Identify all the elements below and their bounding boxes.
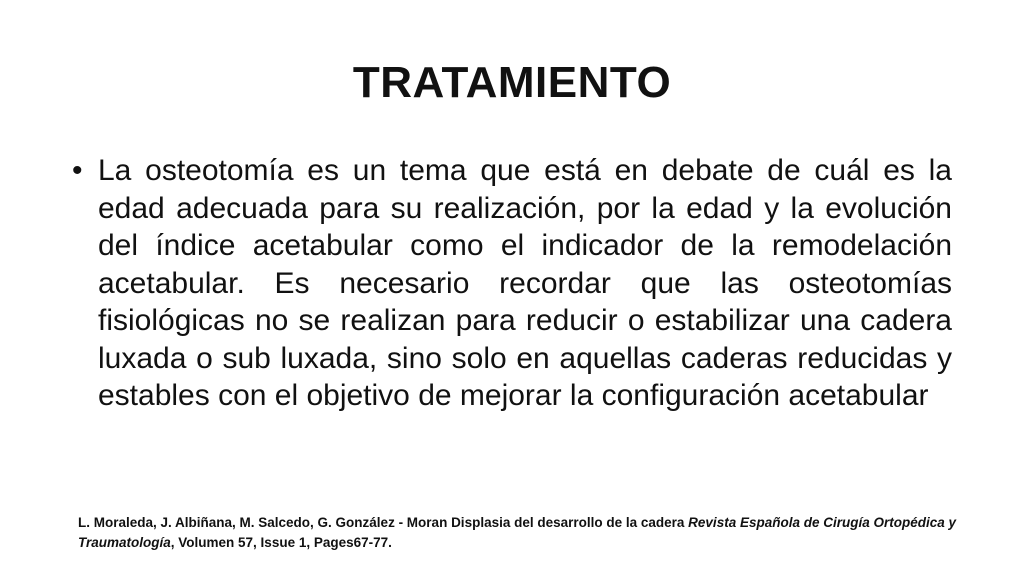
bullet-icon: • — [72, 154, 83, 187]
citation-end: . — [388, 535, 392, 550]
bullet-text: La osteotomía es un tema que está en debate de cuál es la edad adecuada para su realización, por la edad y la evolución del índice acetabular como el indicador de la remodelación acetabular. Es necesario recordar que las osteotomías fisiológicas no se realizan para reducir o estabilizar una cadera luxada o sub luxada, sino solo en aquellas caderas reducidas y estables con el objetivo de mejorar la configuración acetabular — [98, 154, 952, 412]
citation-details: , Volumen 57, Issue 1, Pages67-77 — [170, 535, 389, 550]
citation-authors-title: L. Moraleda, J. Albiñana, M. Salcedo, G. González - Moran Displasia del desarrollo de la cadera — [78, 515, 689, 530]
slide-title: TRATAMIENTO — [352, 58, 672, 107]
citation — [78, 513, 978, 553]
citation-journal: Revista Española de Cirugía Ortopédica y Traumatología — [78, 515, 957, 550]
bullet-item — [72, 152, 952, 415]
